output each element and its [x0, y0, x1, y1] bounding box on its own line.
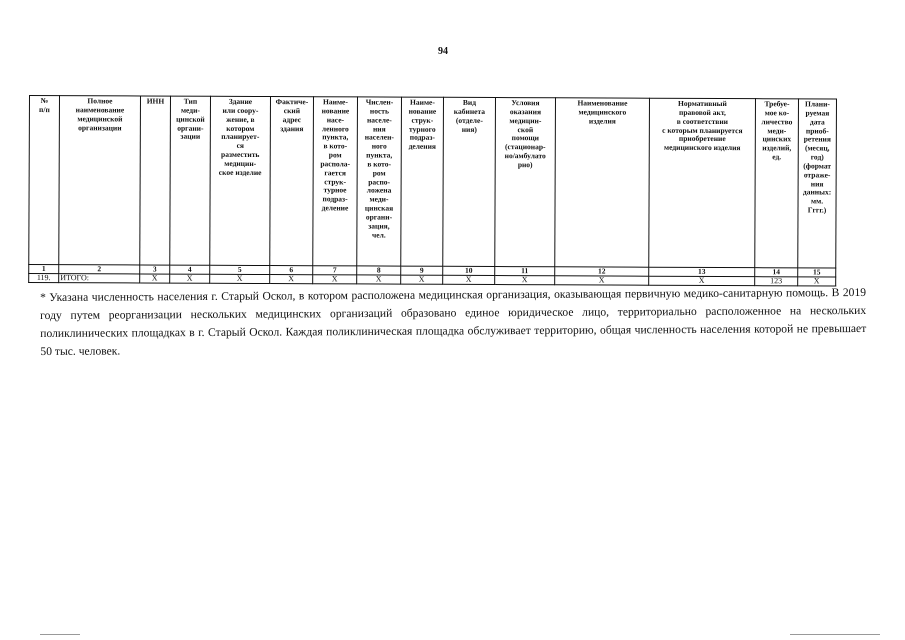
total-cell: Х [270, 275, 313, 284]
column-number: 10 [443, 266, 495, 275]
column-number: 11 [495, 267, 555, 276]
header-cell-quantity: Требуе- мое ко- личество меди- цинских изделий, ед. [755, 99, 799, 268]
header-cell-room-type: Вид кабинета (отделе- ния) [443, 97, 496, 266]
header-cell-purchase-date: Плани- руемая дата приоб- ретения (месяц, год) (формат отраже- ния данных: мм. Гггг.) [798, 99, 837, 268]
column-number: 6 [270, 266, 313, 275]
header-cell-address: Фактиче- ский адрес здания [270, 97, 314, 266]
scan-edge-mark [40, 634, 80, 635]
column-number: 1 [29, 265, 59, 274]
total-cell: Х [555, 276, 649, 285]
total-cell: Х [140, 274, 170, 283]
equipment-table [28, 95, 837, 287]
column-number: 4 [170, 265, 210, 274]
header-cell-care-conditions: Условия оказания медицин- ской помощи (стационар- но/амбулато рно) [495, 98, 556, 267]
column-number: 3 [140, 265, 170, 274]
column-number: 12 [555, 267, 649, 276]
header-cell-legal-act: Нормативный правовой акт, в соответствии с которым планируется приобретение медицинского изделия [649, 98, 756, 267]
total-cell: Х [401, 275, 443, 284]
column-number: 9 [401, 266, 443, 275]
column-number: 2 [59, 265, 140, 274]
header-cell-number: № п/п [29, 96, 60, 265]
column-number: 15 [798, 268, 836, 277]
header-cell-settlement: Наиме- нование насе- ленного пункта, в кото- ром располa- гается струк- турное подраз- деление [313, 97, 358, 266]
header-cell-inn: ИНН [140, 96, 171, 265]
total-cell: Х [170, 274, 210, 283]
total-cell: Х [313, 275, 357, 284]
header-cell-subdivision: Наиме- нование струк- турного подраз- деления [401, 97, 444, 266]
total-quantity: 123 [755, 277, 798, 286]
total-row-label: ИТОГО: [59, 274, 140, 283]
header-row [29, 96, 837, 269]
total-cell: Х [210, 274, 270, 283]
column-number: 5 [210, 265, 270, 274]
column-number: 14 [755, 268, 798, 277]
total-cell: Х [443, 275, 495, 284]
column-number: 7 [313, 266, 357, 275]
footnote: * Указана численность населения г. Старый Оскол, в котором расположена медицинская организация, оказывающая первичную медико-санитарную помощь. В 2019 году путем реорганизации нескольких медицинских организаций образовано единое юридическое лицо, территориально расположенное на нескольких поликлинических площадках в г. Старый Оскол. Каждая поликлиническая площадка обслуживает территорию, общая численность населения которой не превышает 50 тыс. человек. [40, 285, 867, 358]
total-cell: Х [495, 276, 555, 285]
header-cell-org-type: Тип меди- цинской органи- зации [170, 96, 211, 265]
column-number: 8 [357, 266, 401, 275]
page-number: 94 [438, 46, 448, 57]
column-number: 13 [649, 267, 755, 276]
total-row-number: 119. [29, 274, 59, 283]
equipment-table-container [29, 95, 837, 286]
total-cell: Х [357, 275, 401, 284]
total-cell: Х [798, 277, 836, 286]
header-cell-population: Числен- ность населе- ния населен- ного пункта, в кото- ром распо- ложена меди- цинская органи- зация, чел. [357, 97, 402, 266]
header-cell-org-name: Полное наименование медицинской организации [59, 96, 141, 265]
header-cell-device-name: Наименование медицинского изделия [555, 98, 650, 267]
header-cell-building: Здание или соору- жение, в котором планирует- ся разместить медицин- ское изделие [210, 96, 271, 265]
total-cell: Х [649, 276, 755, 285]
scan-edge-mark [790, 634, 880, 635]
